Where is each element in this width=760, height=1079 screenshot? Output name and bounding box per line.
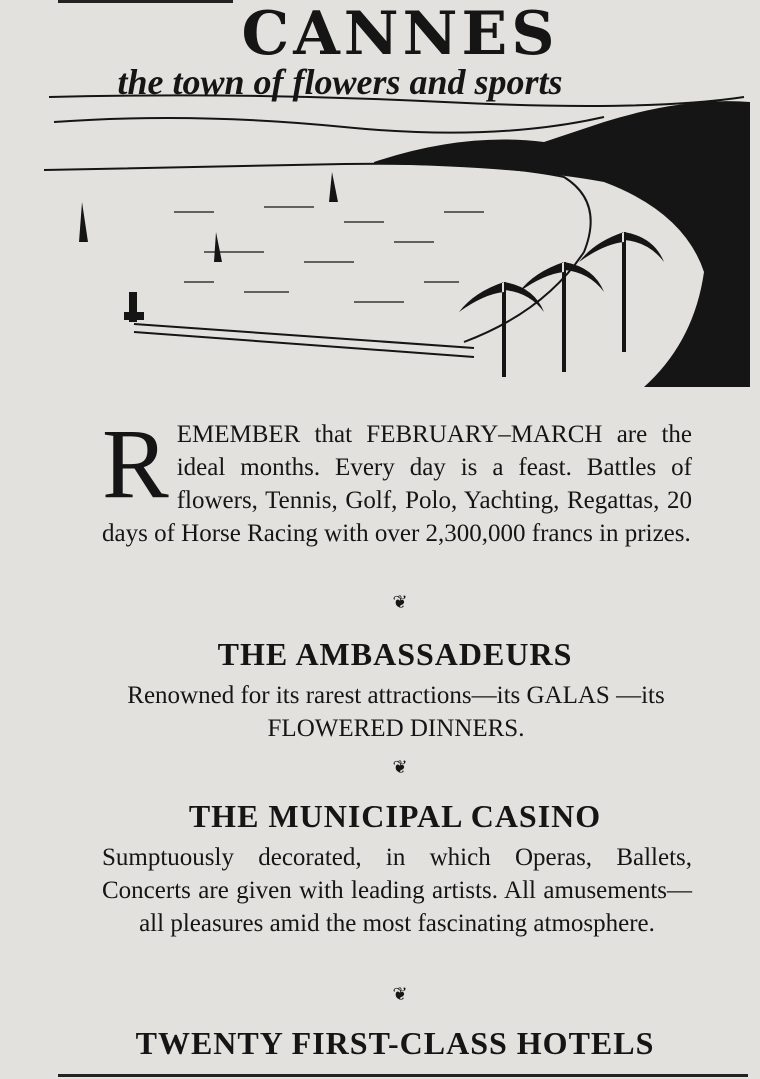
ad-title: CANNES (241, 0, 559, 69)
intro-paragraph (102, 408, 692, 550)
intro-text: EMEMBER that FEBRUARY–MARCH are the ideal months. Every day is a feast. Battles of flowers, Tennis, Golf, Polo, Yachting, Regattas, 20 days of Horse Racing with over 2,300,000 francs in prizes. (102, 421, 692, 547)
casino-heading: THE MUNICIPAL CASINO (188, 798, 602, 834)
casino-text: Sumptuously decorated, in which Operas, Ballets, Concerts are given with leading artists. All amusements—all pleasures amid the most fascinating atmosphere. (102, 844, 692, 937)
ambassadeurs-heading: THE AMBASSADEURS (217, 636, 573, 672)
top-rule (58, 0, 233, 3)
fleuron-ornament: ❦ (392, 984, 408, 1004)
cannes-bay-illustration (44, 92, 750, 387)
bottom-rule (58, 1074, 748, 1077)
fleuron-ornament: ❦ (392, 592, 408, 612)
ambassadeurs-text: Renowned for its rarest attractions—its GALAS —its FLOWERED DINNERS. (127, 682, 665, 742)
ad-subtitle: the town of flowers and sports (117, 62, 563, 102)
hotels-heading: TWENTY FIRST-CLASS HOTELS (135, 1025, 655, 1061)
fleuron-ornament: ❦ (392, 757, 408, 777)
drop-cap: R (102, 408, 169, 519)
